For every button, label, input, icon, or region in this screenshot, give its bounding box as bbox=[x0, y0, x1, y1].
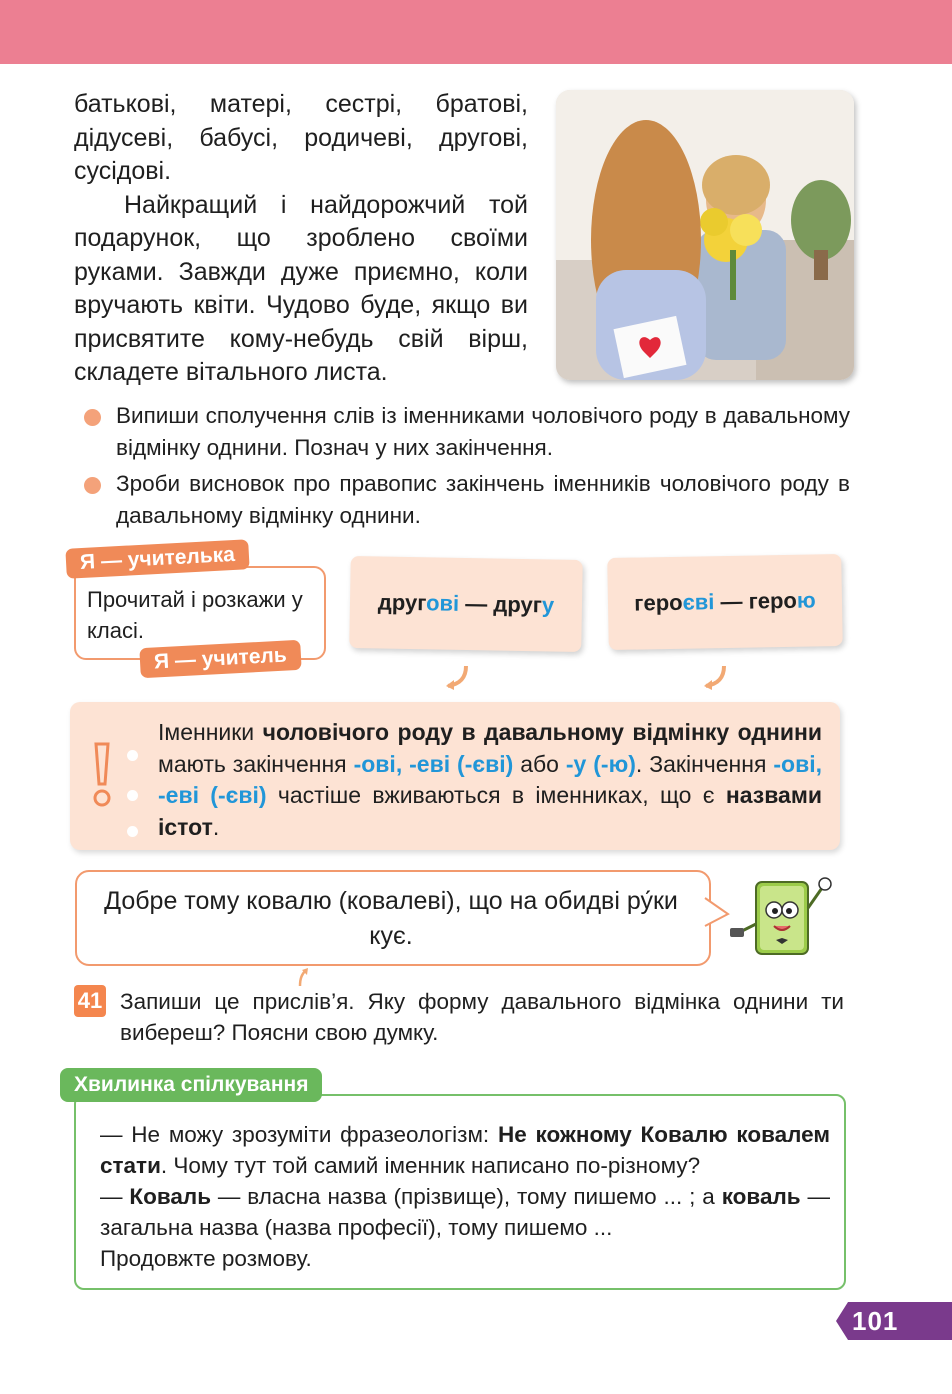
card-stem: друг bbox=[377, 589, 427, 616]
book-mascot-icon bbox=[726, 868, 850, 968]
curved-arrow-icon bbox=[700, 662, 730, 700]
rule-part: або bbox=[513, 750, 566, 777]
card-dash: — bbox=[714, 588, 749, 615]
dialogue-part: — Не можу зрозуміти фразеологізм: bbox=[100, 1122, 498, 1147]
bullet-dot-icon bbox=[84, 409, 101, 426]
dialogue-bold: коваль bbox=[721, 1184, 801, 1209]
dialogue-part: — власна назва (прізвище), тому пишемо ... ; а bbox=[211, 1184, 722, 1209]
card-ending: ю bbox=[796, 587, 816, 613]
rule-part: . bbox=[212, 813, 220, 840]
communication-text bbox=[100, 1119, 830, 1274]
dot-icon bbox=[127, 790, 138, 801]
list-item bbox=[84, 400, 850, 464]
teacher-instruction: Прочитай і розкажи у класі. bbox=[87, 587, 303, 643]
rule-part: частіше вживаються в іменниках, що є bbox=[266, 782, 726, 808]
communication-title: Хвилинка спілкування bbox=[60, 1068, 322, 1102]
task-text: Зроби висновок про правопис закінчень іменників чоловічого роду в давальному відмінку однини. bbox=[116, 471, 850, 528]
card-stem: друг bbox=[493, 591, 543, 618]
rule-ending: -у (-ю) bbox=[565, 750, 636, 777]
example-card-2 bbox=[607, 554, 843, 650]
card-ending: єві bbox=[682, 589, 715, 615]
exercise-number: 41 bbox=[74, 985, 106, 1017]
list-item bbox=[84, 468, 850, 532]
bullet-dot-icon bbox=[84, 477, 101, 494]
example-card-1 bbox=[349, 556, 583, 652]
intro-paragraph-2: Найкращий і найдорожчий той подарунок, що зроблено своїми руками. Завжди дуже приємно, коли вручають квіти. Чудово буде, якщо ви присвятите кому-небудь свій вірш, складете вітального листа. bbox=[74, 190, 528, 386]
intro-text bbox=[74, 88, 528, 390]
card-ending: ові bbox=[425, 590, 460, 616]
intro-paragraph-1: батькові, матері, сестрі, братові, дідусеві, бабусі, родичеві, другові, сусідові. bbox=[74, 90, 528, 185]
curved-arrow-icon bbox=[442, 662, 472, 700]
dialogue-line-1 bbox=[100, 1119, 830, 1181]
rule-part: . Закінчення bbox=[635, 750, 774, 777]
proverb-text: Добре тому ковалю (ковалеві), що на обидві ру́ки кує. bbox=[104, 887, 678, 950]
rule-part: Іменники bbox=[158, 719, 263, 745]
card-dash: — bbox=[458, 590, 494, 617]
dialogue-line-2 bbox=[100, 1181, 830, 1243]
exclamation-icon bbox=[92, 742, 112, 808]
dot-icon bbox=[127, 826, 138, 837]
exercise-text: Запиши це прислів’я. Яку форму давального відмінка однини ти вибереш? Поясни свою думку. bbox=[120, 989, 844, 1045]
dot-icon bbox=[127, 750, 138, 761]
card-stem: геро bbox=[634, 589, 683, 616]
dialogue-line-3: Продовжте розмову. bbox=[100, 1246, 312, 1271]
rule-part: мають закінчення bbox=[158, 750, 354, 777]
task-list bbox=[84, 400, 850, 536]
phraseologism: Не кожному Ковалю ковалем стати bbox=[100, 1122, 830, 1178]
page-number: 101 bbox=[852, 1306, 899, 1336]
rule-bold: назвами істот bbox=[158, 782, 822, 840]
top-banner bbox=[0, 0, 952, 64]
rule-bold: чоловічого роду в давальному відмінку однини bbox=[262, 719, 823, 745]
teacher-male-tag: Я — учитель bbox=[139, 640, 301, 678]
teacher-female-tag: Я — учителька bbox=[65, 539, 249, 579]
rule-ending: -ові, -еві (-єві) bbox=[353, 750, 514, 777]
rule-text bbox=[158, 717, 822, 843]
dialogue-part: — bbox=[100, 1184, 130, 1209]
girl-giving-flowers-photo bbox=[556, 90, 854, 380]
small-arrow-icon bbox=[294, 966, 312, 988]
task-text: Випиши сполучення слів із іменниками чоловічого роду в давальному відмінку однини. Познач у них закінчення. bbox=[116, 403, 850, 460]
dialogue-part: . Чому тут той самий іменник написано по-різному? bbox=[160, 1153, 701, 1178]
dialogue-bold: Коваль bbox=[129, 1184, 212, 1209]
card-ending: у bbox=[541, 592, 555, 618]
dialogue-part: — загальна назва (назва професії), тому пишемо ... bbox=[100, 1184, 830, 1240]
rule-ending: -ові, -еві (-єві) bbox=[158, 750, 822, 808]
card-stem: геро bbox=[748, 587, 798, 614]
